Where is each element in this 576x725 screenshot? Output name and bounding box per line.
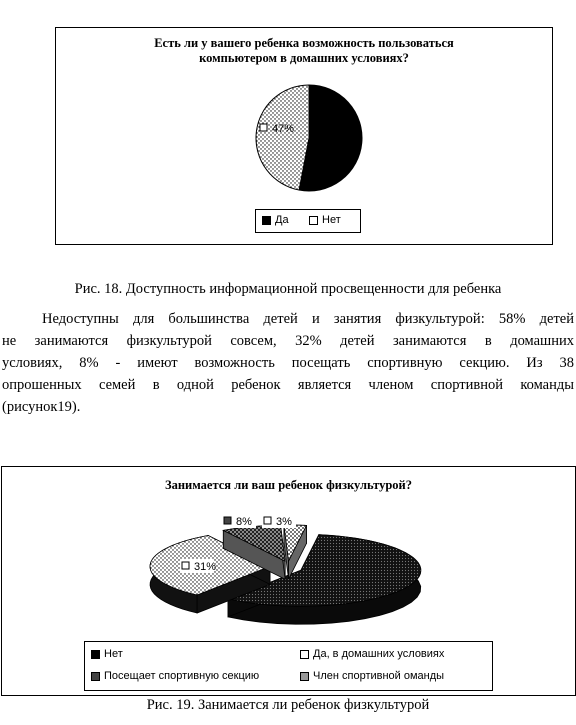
legend-label-no: Нет — [322, 214, 341, 226]
paragraph-line-1: Недоступны для большинства детей и занятия физкультурой: 58% детей — [42, 311, 574, 327]
svg-text:8%: 8% — [236, 516, 252, 528]
pie-label-team — [262, 514, 296, 528]
paragraph-line-3: условиях, 8% - имеют возможность посещать спортивную секцию. Из 38 — [2, 355, 574, 371]
figure19-title: Занимается ли ваш ребенок физкультурой? — [164, 478, 412, 492]
pie-label-home — [180, 559, 216, 573]
legend-item-home — [300, 648, 444, 660]
figure19-legend — [84, 641, 493, 691]
figure18-chart — [55, 27, 553, 245]
legend-label-no-sport: Нет — [104, 648, 123, 660]
pie-label-section — [222, 514, 256, 528]
legend-label-home: Да, в домашних условиях — [313, 648, 445, 660]
figure19-caption: Рис. 19. Занимается ли ребенок физкультурой — [146, 697, 430, 713]
legend-item-no — [309, 214, 341, 226]
paragraph-line-2: не занимаются физкультурой совсем, 32% детей занимаются в домашних — [2, 333, 574, 349]
paragraph-line-5: (рисунок19). — [2, 399, 81, 415]
body-paragraph — [2, 308, 574, 418]
legend-item-no-sport — [91, 648, 123, 660]
svg-text:3%: 3% — [276, 516, 292, 528]
figure19-chart — [1, 466, 576, 696]
figure18-title-line1: Есть ли у вашего ребенка возможность пользоваться — [154, 36, 454, 50]
legend-item-yes — [262, 214, 289, 226]
legend-swatch-no-sport — [91, 650, 100, 659]
legend-swatch-yes — [262, 216, 271, 225]
legend-swatch-home — [300, 650, 309, 659]
legend-label-team: Член спортивной оманды — [313, 670, 445, 682]
figure18-legend — [255, 209, 361, 233]
legend-item-section — [91, 670, 259, 682]
legend-label-yes: Да — [275, 214, 289, 226]
svg-text:31%: 31% — [194, 561, 217, 573]
figure18-caption: Рис. 18. Доступность информационной просвещенности для ребенка — [74, 281, 502, 297]
svg-text:47%: 47% — [272, 123, 295, 135]
figure18-title-line2: компьютером в домашних условиях? — [199, 51, 409, 65]
pie-slice-no — [256, 85, 309, 190]
legend-swatch-team — [300, 672, 309, 681]
legend-swatch-no — [309, 216, 318, 225]
legend-swatch-section — [91, 672, 100, 681]
paragraph-line-4: опрошенных семей в одной ребенок является членом спортивной команды — [2, 377, 574, 393]
legend-label-section: Посещает спортивную секцию — [104, 670, 260, 682]
legend-item-team — [300, 670, 444, 682]
